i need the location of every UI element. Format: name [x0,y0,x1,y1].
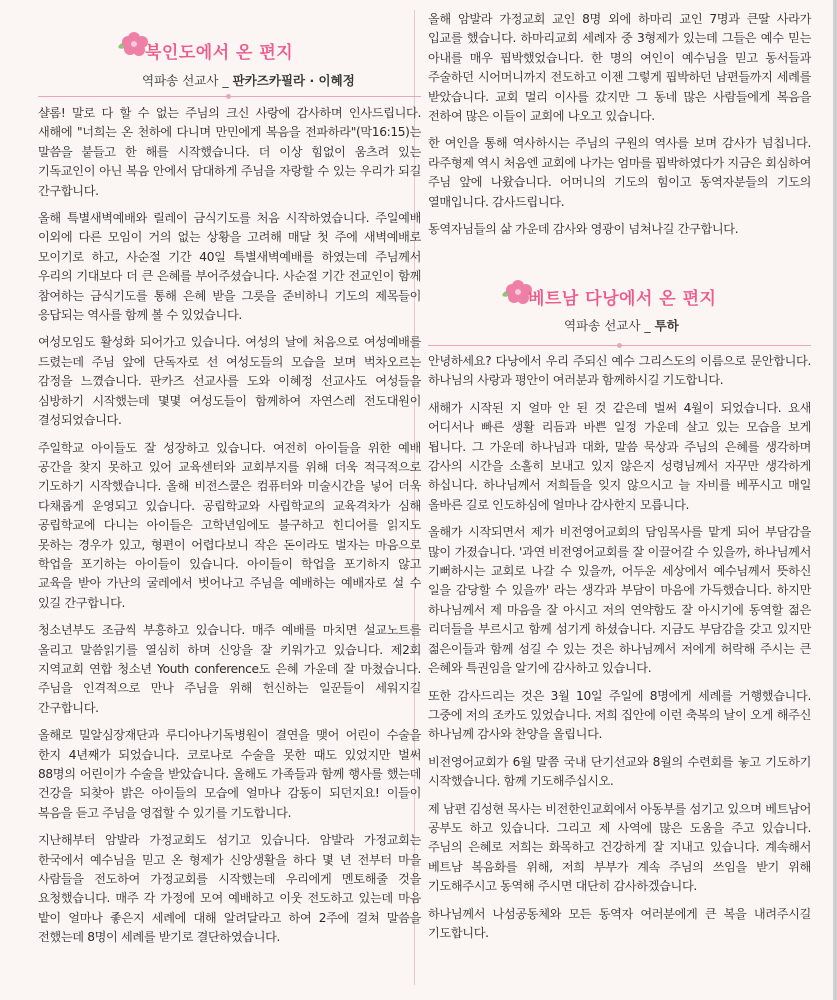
paragraph: 올해가 시작되면서 제가 비전영어교회의 담임목사를 맡게 되어 부담감을 많이 가졌습니다. '과연 비전영어교회를 잘 이끌어갈 수 있을까, 하나님께서 기뻐하시는 교회로 나갈 수 있을까, 어두운 세상에서 예수님께서 뜻하신 일을 감당할 수 있을까' 라는 생각과 부담이 마음에 가득했습니다. 하지만 하나님께서 제 마음을 잘 아시고 저의 연약함도 잘 아시기에 동역할 젊은 리더들을 부르시고 함께 섬기게 하셨습니다. 지금도 부담감을 갖고 있지만 젊은이들과 함께 섬길 수 있는 것은 하나님께서 저에게 허락해 주시는 큰 은혜와 특권임을 알기에 감사하고 있습니다. [428,525,811,676]
paragraph: 새해가 시작된 지 얼마 안 된 것 같은데 벌써 4월이 되었습니다. 요새 어디서나 빠른 생활 리듬과 바쁜 일정 가운데 살고 있는 모습을 보게 됩니다. 그 가운데 하나님과 대화, 말씀 묵상과 주님의 은혜를 생각하며 감사의 시간을 소홀히 보내고 있지 않은지 성령님께서 자꾸만 생각하게 하십니다. 하나님께서 저희들을 잊지 않으시고 늘 자비를 베푸시고 매일 올바른 길로 인도하심에 얼마나 감사한지 모릅니다. [428,400,811,512]
letter1-names: 판카즈카필라 · 이혜정 [232,73,355,88]
paragraph: 주일학교 아이들도 잘 성장하고 있습니다. 여전히 아이들을 위한 예배 공간을 찾지 못하고 있어 교육센터와 교회부지를 위해 더욱 적극적으로 기도하기 시작했습니다. 올해 비전스쿨은 컴퓨터와 미술시간을 넣어 더욱 다채롭게 운영되고 있습니다. 공립학교와 사립학교의 교육격차가 심해 공립학교에 다니는 아이들은 고학년임에도 불구하고 힌디어를 읽지도 못하는 경우가 있고, 형편이 어렵다보니 작은 돈이라도 벌자는 마음으로 학업을 포기하는 아이들이 있습니다. 아이들이 학업을 포기하지 않고 교육을 받아 가난의 굴레에서 벗어나고 주님을 예배하는 예배자로 설 수 있길 간구합니다. [38,440,421,610]
letter1-role: 역파송 선교사 _ [142,73,229,88]
paragraph: 올해로 밀알심장재단과 루디아나기독병원이 결연을 맺어 어린이 수술을 한지 4년째가 되었습니다. 코로나로 수술을 못한 때도 있었지만 벌써 88명의 어린이가 수술을 받았습니다. 올해도 가족들과 함께 행사를 했는데 건강을 되찾아 밝은 아이들의 모습에 얼마나 감동이 되던지요! 이들이 복음을 듣고 주님을 영접할 수 있기를 기도합니다. [38,728,421,820]
paragraph: 제 남편 김성현 목사는 비전한인교회에서 아동부를 섬기고 있으며 베트남어 공부도 하고 있습니다. 그리고 제 사역에 많은 도움을 주고 있습니다. 주님의 은혜로 저희는 화목하고 건강하게 잘 지내고 있습니다. 계속해서 베트남 복음화를 위해, 저희 부부가 계속 주님의 쓰임을 받기 위해 기도해주시고 동역해 주시면 대단히 감사하겠습니다. [428,801,811,894]
paragraph: 또한 감사드리는 것은 3월 10일 주일에 8명에게 세례를 거행했습니다. 그중에 저의 조카도 있었습니다. 저희 집안에 이런 축복의 날이 오게 해주신 하나님께 감사와 찬양을 올립니다. [428,688,811,742]
paragraph: 여성모임도 활성화 되어가고 있습니다. 여성의 날에 처음으로 여성예배를 드렸는데 주님 앞에 단독자로 선 여성도들의 모습을 보며 벅차오르는 감정을 느꼈습니다. 판카즈 선교사를 도와 이혜정 선교사도 여성들을 심방하기 시작했는데 몇몇 여성도들이 함께하여 자연스레 전도대원이 결성되었습니다. [38,335,421,428]
letter1-title: 북인도에서 온 편지 [145,43,294,63]
paragraph: 한 여인을 통해 역사하시는 주님의 구원의 역사를 보며 감사가 넘칩니다. 라주형제 역시 처음엔 교회에 나가는 엄마를 핍박하였다가 지금은 회심하여 주님 앞에 나왔습니다. 어머니의 기도의 힘이고 동역자분들의 기도의 열매입니다. 감사드립니다. [428,136,811,209]
paragraph: 하나님께서 나섬공동체와 모든 동역자 여러분에게 큰 복을 내려주시길 기도합니다. [428,906,811,940]
paragraph: 비전영어교회가 6월 말쯤 국내 단기선교와 8월의 수련회를 놓고 기도하기 시작했습니다. 함께 기도해주십시오. [428,754,811,789]
paragraph: 동역자님들의 삶 가운데 감사와 영광이 넘쳐나길 간구합니다. [428,222,739,237]
letter2-role: 역파송 선교사 _ [564,318,651,333]
paragraph: 청소년부도 조금씩 부흥하고 있습니다. 매주 예배를 마치면 설교노트를 올리고 말씀읽기를 열심히 하며 신앙을 잘 키워가고 있습니다. 제2회 지역교회 연합 청소년 Youth conference도 은혜 가운데 잘 마쳤습니다. 주님을 인격적으로 만나 주님을 위해 헌신하는 일꾼들이 세워지길 간구합니다. [38,623,421,715]
letter1-header [38,0,421,90]
letter2-names: 투하 [654,318,679,333]
letter2-header [428,268,811,338]
divider-dot [617,343,622,348]
paragraph: 올해 암발라 가정교회 교인 8명 외에 하마리 교인 7명과 큰딸 사라가 입교를 했습니다. 하마리교회 세례자 중 3형제가 있는데 그들은 예수 믿는 아내를 매우 핍박했었습니다. 한 명의 여인이 예수님을 믿고 동서들과 주술하던 시어머니까지 전도하고 이젠 그렇게 핍박하던 남편들까지 세례를 받았습니다. 교회 멀리 이사를 갔지만 그 동네 많은 사람들에게 복음을 전하여 많은 이들이 교회에 나오고 있습니다. [428,12,811,124]
letter2-body [428,352,811,951]
paragraph: 샬롬! 말로 다 할 수 없는 주님의 크신 사랑에 감사하며 인사드립니다. 새해에 "너희는 온 천하에 다니며 만민에게 복음을 전파하라"(막16:15)는 말씀을 붙들고 한 해를 시작했습니다. 더 이상 힘없이 움츠려 있는 기독교인이 아닌 복음 안에서 담대하게 주님을 자랑할 수 있는 우리가 되길 간구합니다. [38,106,421,198]
letter2-title: 베트남 다낭에서 온 편지 [528,289,717,309]
divider-dot [226,94,231,99]
letter1-body [38,104,421,956]
letter2-byline [564,316,679,334]
paragraph: 지난해부터 암발라 가정교회도 섬기고 있습니다. 암발라 가정교회는 한국에서 예수님을 믿고 온 형제가 신앙생활을 하다 몇 년 전부터 마을 사람들을 전도하여 가정교회를 시작했는데 우리에게 멘토해줄 것을 요청했습니다. 매주 각 가정에 모여 예배하고 이웃 전도하고 있는데 마음 밭이 얼마나 좋은지 세례에 대해 알려달라고 하여 2주에 걸쳐 말씀을 전했는데 8명이 세례를 받기로 결단하였습니다. [38,833,421,945]
left-column [38,0,421,945]
letter1-continued [428,10,811,247]
page-edge [833,0,837,1000]
paragraph: 안녕하세요? 다낭에서 우리 주되신 예수 그리스도의 이름으로 문안합니다. 하나님의 사랑과 평안이 여러분과 함께하시길 기도합니다. [428,354,811,388]
paragraph: 올해 특별새벽예배와 릴레이 금식기도를 처음 시작하였습니다. 주일예배 이외에 다른 모임이 거의 없는 상황을 고려해 매달 첫 주에 새벽예배로 모이기로 하고, 사순절 기간 40일 특별새벽예배를 하였는데 주님께서 우리의 기대보다 더 큰 은혜를 부어주셨습니다. 사순절 기간 전교인이 함께 참여하는 금식기도를 통해 은혜 받을 그릇을 준비하니 기도의 제목들이 응답되는 역사를 함께 볼 수 있었습니다. [38,211,421,323]
letter1-byline [142,71,355,89]
